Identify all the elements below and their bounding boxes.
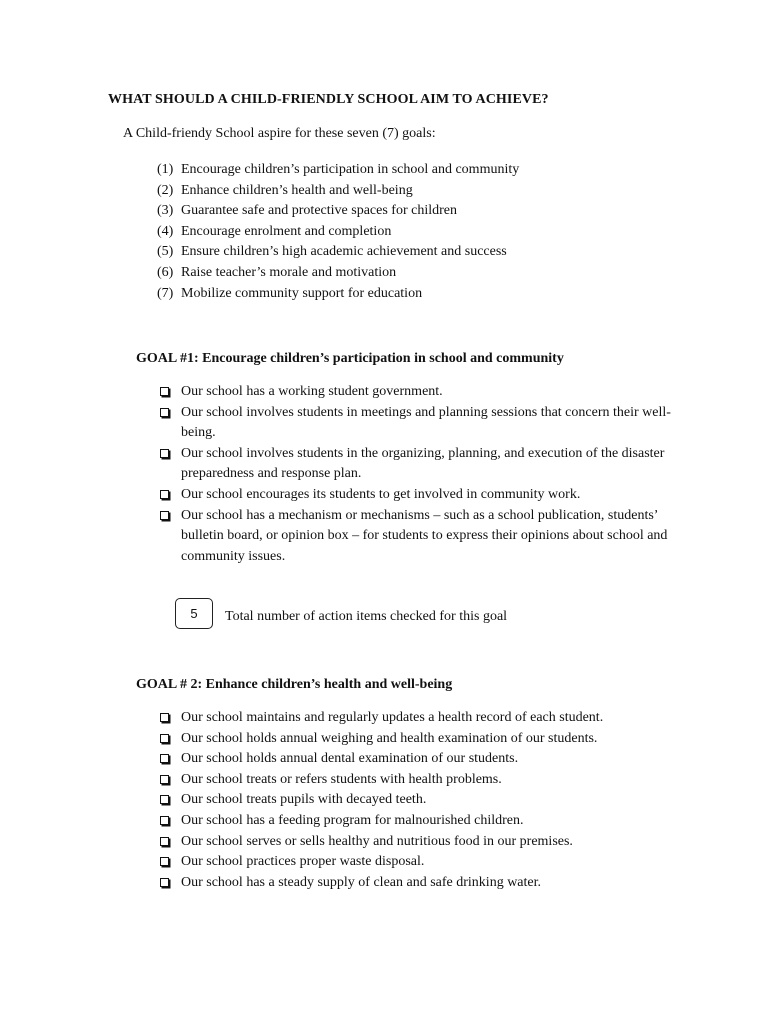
goals-list	[157, 160, 519, 304]
checklist-item	[159, 708, 689, 729]
checkbox-icon[interactable]	[160, 775, 169, 784]
checkbox-icon[interactable]	[160, 408, 169, 417]
goal-number: (4)	[157, 223, 174, 239]
goal2-checklist	[159, 708, 689, 893]
checkbox-icon[interactable]	[160, 837, 169, 846]
checklist-item	[159, 729, 689, 750]
checklist-item-text: Our school maintains and regularly updates a health record of each student.	[181, 710, 604, 725]
checkbox-icon[interactable]	[160, 490, 169, 499]
checklist-item-text: Our school involves students in meetings and planning sessions that concern their well-being.	[181, 404, 671, 441]
goal-number: (3)	[157, 203, 174, 219]
checklist-item-text: Our school treats or refers students with health problems.	[181, 771, 502, 787]
checked-total-label: Total number of action items checked for this goal	[225, 609, 508, 624]
checklist-item	[159, 873, 689, 894]
checklist-item	[159, 506, 689, 568]
checklist-item-text: Our school has a feeding program for malnourished children.	[181, 812, 524, 828]
goal-list-item	[157, 160, 519, 181]
checklist-item-text: Our school practices proper waste disposal.	[181, 854, 425, 870]
goal-list-item	[157, 284, 519, 305]
checkbox-icon[interactable]	[160, 387, 169, 396]
checklist-item	[159, 832, 689, 853]
goal-text: Enhance children’s health and well-being	[181, 182, 413, 198]
checklist-item	[159, 790, 689, 811]
checklist-item	[159, 382, 689, 403]
goal-text: Guarantee safe and protective spaces for children	[181, 203, 457, 219]
goal-list-item	[157, 263, 519, 284]
goal-list-item	[157, 242, 519, 263]
checklist-item-text: Our school has a steady supply of clean and safe drinking water.	[181, 874, 542, 890]
checked-total-box[interactable]: 5	[175, 598, 213, 629]
checkbox-icon[interactable]	[160, 857, 169, 866]
checklist-item	[159, 485, 689, 506]
checklist-item	[159, 770, 689, 791]
checklist-item-text: Our school involves students in the organizing, planning, and execution of the disaster preparedness and response plan.	[181, 445, 665, 482]
goal-list-item	[157, 181, 519, 202]
checklist-item-text: Our school encourages its students to get involved in community work.	[181, 486, 581, 502]
goal1-checklist	[159, 382, 689, 567]
goal-number: (7)	[157, 285, 174, 301]
checklist-item	[159, 749, 689, 770]
goal-text: Mobilize community support for education	[181, 285, 423, 301]
checklist-item-text: Our school has a working student government.	[181, 384, 443, 399]
checklist-item	[159, 811, 689, 832]
checkbox-icon[interactable]	[160, 816, 169, 825]
goal-text: Raise teacher’s morale and motivation	[181, 264, 397, 280]
goal-text: Ensure children’s high academic achievement and success	[181, 244, 507, 260]
checkbox-icon[interactable]	[160, 734, 169, 743]
checklist-item-text: Our school has a mechanism or mechanisms – such as a school publication, students’ bulletin board, or opinion box – for students to express their opinions about school and community issues.	[181, 507, 668, 564]
goal-text: Encourage enrolment and completion	[181, 223, 392, 239]
goal-number: (5)	[157, 244, 174, 260]
checkbox-icon[interactable]	[160, 754, 169, 763]
checkbox-icon[interactable]	[160, 878, 169, 887]
checklist-item	[159, 444, 689, 485]
goal-text: Encourage children’s participation in school and community	[181, 162, 520, 177]
checkbox-icon[interactable]	[160, 449, 169, 458]
intro-text: A Child-friendy School aspire for these seven (7) goals:	[123, 126, 436, 141]
checklist-item-text: Our school serves or sells healthy and nutritious food in our premises.	[181, 833, 573, 849]
goal1-heading: GOAL #1: Encourage children’s participation in school and community	[136, 351, 564, 366]
checklist-item-text: Our school treats pupils with decayed teeth.	[181, 792, 427, 808]
checklist-item	[159, 852, 689, 873]
goal-list-item	[157, 222, 519, 243]
checklist-item-text: Our school holds annual weighing and health examination of our students.	[181, 730, 598, 746]
goal-number: (6)	[157, 264, 174, 280]
goal-number: (1)	[157, 162, 174, 177]
goal-number: (2)	[157, 182, 174, 198]
checkbox-icon[interactable]	[160, 795, 169, 804]
page-title: WHAT SHOULD A CHILD-FRIENDLY SCHOOL AIM TO ACHIEVE?	[108, 92, 549, 107]
checklist-item	[159, 403, 689, 444]
goal-list-item	[157, 201, 519, 222]
goal2-heading: GOAL # 2: Enhance children’s health and well-being	[136, 677, 453, 692]
checkbox-icon[interactable]	[160, 511, 169, 520]
checkbox-icon[interactable]	[160, 713, 169, 722]
checklist-item-text: Our school holds annual dental examination of our students.	[181, 751, 519, 767]
